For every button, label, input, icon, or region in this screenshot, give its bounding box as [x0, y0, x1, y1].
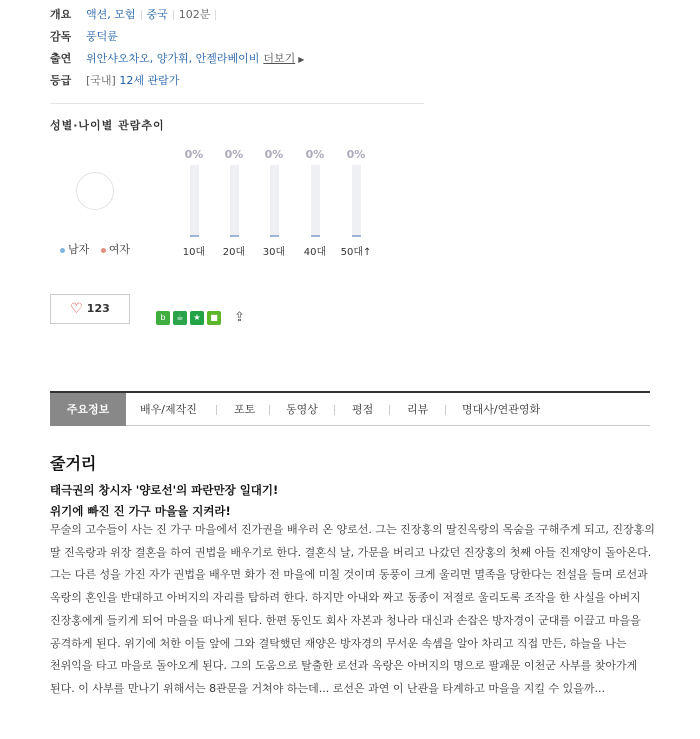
age-pct: 0% [305, 148, 325, 161]
age-bar-30 [254, 148, 294, 258]
square-share-icon[interactable]: ■ [207, 311, 221, 325]
country-link[interactable]: 중국 [146, 8, 168, 21]
stats-title: 성별·나이별 관람추이 [50, 119, 165, 132]
age-label: 30대 [262, 247, 286, 258]
age-bar-track [352, 165, 361, 237]
tab-bar [50, 391, 650, 426]
age-pct: 0% [346, 148, 366, 161]
tab-divider [216, 405, 217, 415]
rating-link[interactable]: 12세 관람가 [119, 74, 180, 87]
synopsis-body: 무술의 고수들이 사는 진 가구 마을에서 진가권을 배우러 온 양로선. 그는 진장홍의 딸진옥랑의 목숨을 구해주게 되고, 진장홍의 딸 진옥랑과 위장 결혼을 하여 권법을 배우기로 한다. 결혼식 날, 가문을 버리고 나갔던 진장홍의 첫째 아들 진재양이 돌아온다. 그는 다른 성을 가진 자가 권법을 배우면 화가 전 마을에 미칠 것이며 동풍이 크게 울리면 멸족을 당한다는 전설을 들며 로선과 옥랑의 혼인을 반대하고 아버지의 자리를 탐하려 한다. 하지만 아내와 짜고 동종이 저절로 울리도록 조작을 한 사실을 아버지 진장홍에게 들키게 되어 마을을 떠나게 된다. 한편 동인도 회사 자본과 청나라 대신과 손잡은 방자경이 군대를 이끌고 마을을 공격하게 된다. 위기에 처한 이들 앞에 그와 결탁했던 재양은 방자경의 무서운 속셈을 알아 차리고 직접 만든, 하늘을 나는 천위익을 타고 마을로 돌아오게 된다. 그의 도움으로 탈출한 로선과 옥랑은 아버지의 명으로 팔괘문 이천군 사부를 찾아가게 된다. 이 사부를 만나기 위해서는 8관문을 거쳐야 하는데... 로선은 과연 이 난관을 타계하고 마을을 지킬 수 있을까... [50, 523, 655, 695]
director-link[interactable]: 풍덕륜 [86, 30, 118, 43]
tab-video[interactable]: 동영상 [286, 403, 318, 416]
age-bar-track [190, 165, 199, 237]
heart-icon: ♡ [70, 301, 83, 317]
tab-photo[interactable]: 포토 [234, 403, 256, 416]
tab-divider [269, 405, 270, 415]
age-bar-50 [336, 148, 376, 258]
overview-label: 개요 [50, 8, 72, 21]
age-bar-track [270, 165, 279, 237]
blog-share-icon[interactable]: b [156, 311, 170, 325]
age-bar-track [311, 165, 320, 237]
tab-divider [334, 405, 335, 415]
like-button[interactable] [50, 294, 130, 324]
age-bar-fill [311, 235, 320, 237]
female-dot [101, 248, 106, 253]
like-count: 123 [86, 302, 110, 315]
age-bar-fill [270, 235, 279, 237]
cast-row [50, 48, 304, 70]
share-toolbar [156, 310, 245, 325]
rating-region: [국내] [86, 74, 116, 87]
tab-review[interactable]: 리뷰 [407, 403, 429, 416]
synopsis-subtitle-1: 태극권의 창시자 '양로선'의 파란만장 일대기! [50, 483, 279, 497]
rating-label: 등급 [50, 74, 72, 87]
legend-male: 남자 [68, 243, 90, 256]
age-pct: 0% [184, 148, 204, 161]
age-bar-fill [230, 235, 239, 237]
tab-quotes-related[interactable]: 명대사/연관영화 [462, 403, 541, 416]
legend-female: 여자 [108, 243, 131, 256]
director-label: 감독 [50, 30, 72, 43]
age-bar-20 [214, 148, 254, 258]
synopsis-subtitle-2: 위기에 빠진 진 가구 마을을 지켜라! [50, 504, 231, 518]
cafe-share-icon[interactable]: ☕ [173, 311, 187, 325]
director-row [50, 26, 304, 48]
runtime: 102분 [178, 8, 211, 21]
genre-link[interactable]: 액션, 모험 [86, 8, 136, 21]
synopsis-title: 줄거리 [50, 454, 97, 473]
star-share-icon[interactable]: ★ [190, 311, 204, 325]
age-bar-fill [352, 235, 361, 237]
overview-row [50, 4, 304, 26]
divider [215, 10, 216, 20]
age-label: 50대↑ [340, 247, 372, 258]
age-pct: 0% [224, 148, 244, 161]
gender-legend [60, 241, 130, 257]
tab-cast-crew[interactable]: 배우/제작진 [140, 403, 197, 416]
tab-score[interactable]: 평점 [352, 403, 374, 416]
age-bar-10 [174, 148, 214, 258]
age-label: 40대 [303, 247, 327, 258]
age-label: 20대 [222, 247, 246, 258]
divider [173, 10, 174, 20]
age-pct: 0% [264, 148, 284, 161]
chevron-right-icon: ▶ [298, 55, 305, 64]
divider [141, 10, 142, 20]
age-label: 10대 [182, 247, 206, 258]
tab-main-info[interactable]: 주요정보 [50, 393, 126, 426]
gender-pie-chart [76, 172, 114, 210]
cast-link[interactable]: 위안샤오차오, 양가휘, 안젤라베이비 [86, 52, 260, 65]
rating-row [50, 70, 304, 92]
tab-divider [445, 405, 446, 415]
movie-info [50, 4, 304, 92]
age-bar-fill [190, 235, 199, 237]
cast-label: 출연 [50, 52, 72, 65]
share-out-icon[interactable]: ⇪ [234, 310, 245, 325]
age-bar-40 [295, 148, 335, 258]
cast-more-link[interactable]: 더보기 [263, 52, 296, 65]
age-bar-track [230, 165, 239, 237]
section-divider [50, 103, 424, 104]
tab-divider [389, 405, 390, 415]
male-dot [60, 248, 65, 253]
